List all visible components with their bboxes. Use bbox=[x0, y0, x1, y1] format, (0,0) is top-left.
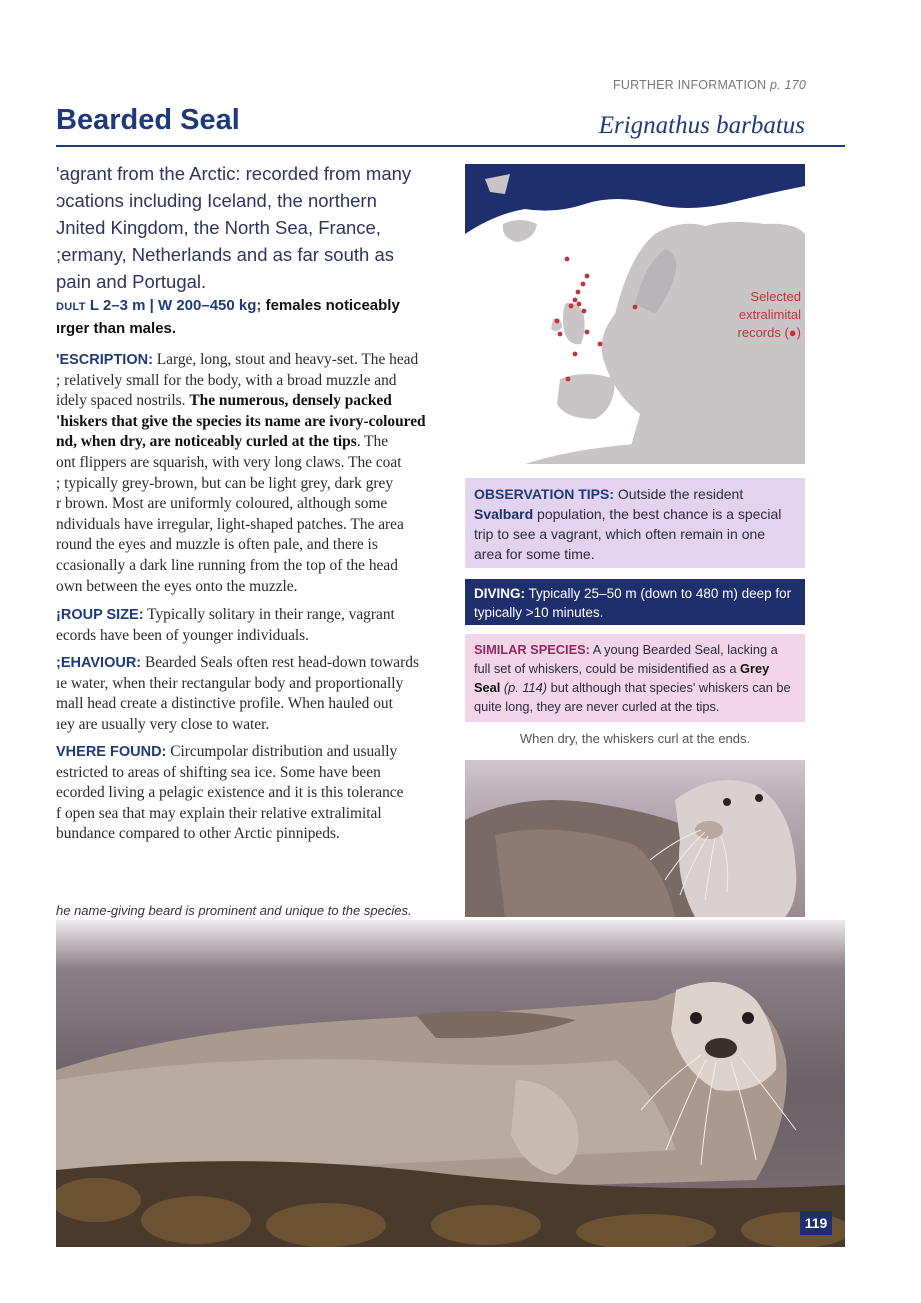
where-text: f open sea that may explain their relative extralimital bbox=[56, 804, 382, 822]
behaviour-text: Bearded Seals often rest head-down towards bbox=[145, 654, 419, 671]
description-text: ndividuals have irregular, light-shaped patches. The area bbox=[56, 515, 404, 533]
record-point bbox=[598, 342, 603, 347]
size-note: females noticeably bbox=[265, 297, 400, 314]
record-point bbox=[577, 302, 582, 307]
map-legend-line: records (●) bbox=[737, 325, 801, 340]
size-note-line2: ırger than males. bbox=[56, 320, 177, 337]
record-point bbox=[565, 257, 570, 262]
behaviour-text: mall head create a distinctive profile. When hauled out bbox=[56, 695, 393, 713]
where-text: ecorded living a pelagic existence and it is this tolerance bbox=[56, 784, 404, 802]
diving-text: Typically 25–50 m (down to 480 m) deep for typically >10 minutes. bbox=[474, 586, 792, 620]
intro-line: ɔcations including Iceland, the northern bbox=[56, 190, 377, 211]
adult-label: DULT bbox=[56, 301, 86, 313]
title-divider bbox=[56, 145, 845, 147]
description-text: idely spaced nostrils. bbox=[56, 392, 186, 410]
group-text: ecords have been of younger individuals. bbox=[56, 626, 310, 644]
record-point bbox=[555, 319, 560, 324]
where-text: bundance compared to other Arctic pinnipeds. bbox=[56, 825, 340, 843]
similar-species-heading: SIMILAR SPECIES: bbox=[474, 642, 590, 657]
record-point bbox=[576, 290, 581, 295]
further-information-ref bbox=[560, 78, 806, 92]
map-legend-line: extralimital bbox=[738, 307, 801, 322]
seal-closeup-graphic bbox=[465, 760, 805, 917]
description-bold: The numerous, densely packed bbox=[189, 392, 392, 410]
description-section bbox=[56, 350, 454, 597]
group-size-section bbox=[56, 605, 454, 646]
description-text: ccasionally a dark line running from the top of the head bbox=[56, 556, 398, 574]
description-text: ; relatively small for the body, with a broad muzzle and bbox=[56, 371, 397, 389]
record-point bbox=[569, 304, 574, 309]
distribution-map bbox=[465, 164, 805, 464]
photo-caption-main: he name-giving beard is prominent and unique to the species. bbox=[56, 903, 412, 918]
intro-paragraph bbox=[56, 160, 448, 295]
diving-box bbox=[465, 579, 805, 625]
description-text: ont flippers are squarish, with very long claws. The coat bbox=[56, 453, 402, 471]
where-text: estricted to areas of shifting sea ice. Some have been bbox=[56, 763, 381, 781]
description-text: ; typically grey-brown, but can be light grey, dark grey bbox=[56, 474, 394, 492]
size-measure: L 2–3 m | W 200–450 kg; bbox=[89, 297, 262, 314]
record-point bbox=[573, 352, 578, 357]
map-legend-line: Selected bbox=[750, 289, 801, 304]
description-bold: 'hiskers that give the species its name are ivory-coloured bbox=[56, 412, 426, 430]
similar-text: but although that species' whiskers can be quite long, they are never curled at the tips. bbox=[474, 680, 791, 714]
description-text: own between the eyes onto the muzzle. bbox=[56, 577, 298, 595]
intro-line: pain and Portugal. bbox=[56, 271, 207, 292]
record-point bbox=[585, 274, 590, 279]
group-heading-prefix: ¡ bbox=[56, 607, 61, 623]
behaviour-heading-prefix: ; bbox=[56, 655, 61, 671]
description-heading: ESCRIPTION: bbox=[59, 352, 153, 368]
intro-line: 'agrant from the Arctic: recorded from many bbox=[56, 163, 412, 184]
record-point bbox=[582, 309, 587, 314]
further-info-label: FURTHER INFORMATION bbox=[613, 78, 767, 92]
similar-text: A young Bearded Seal, lacking a full set of whiskers, could be misidentified as a bbox=[474, 642, 778, 676]
further-info-page[interactable]: p. 170 bbox=[770, 78, 806, 92]
page-number: 119 bbox=[800, 1211, 832, 1235]
group-text: Typically solitary in their range, vagrant bbox=[147, 606, 395, 623]
record-point bbox=[585, 330, 590, 335]
record-point bbox=[558, 332, 563, 337]
intro-line: Jnited Kingdom, the North Sea, France, bbox=[56, 217, 381, 238]
seal-main-photo bbox=[56, 920, 845, 1247]
behaviour-section bbox=[56, 653, 454, 735]
behaviour-heading: EHAVIOUR: bbox=[60, 655, 142, 671]
similar-bold: Grey Seal bbox=[474, 661, 770, 695]
description-text: round the eyes and muzzle is often pale, and there is bbox=[56, 536, 378, 554]
similar-species-box bbox=[465, 634, 805, 722]
record-point bbox=[566, 377, 571, 382]
where-text: Circumpolar distribution and usually bbox=[170, 743, 398, 760]
description-heading-prefix: ' bbox=[56, 352, 60, 368]
size-line bbox=[56, 295, 448, 339]
observation-text: population, the best chance is a special trip to see a vagrant, which often remain in one area for some time. bbox=[474, 506, 782, 562]
observation-text: Outside the resident bbox=[617, 486, 744, 502]
behaviour-text: ıe water, when their rectangular body and proportionally bbox=[56, 674, 404, 692]
where-found-section bbox=[56, 742, 454, 845]
behaviour-text: ıey are usually very close to water. bbox=[56, 715, 270, 733]
map-legend bbox=[738, 288, 801, 342]
seal-main-graphic bbox=[56, 920, 845, 1247]
observation-tips-box bbox=[465, 478, 805, 568]
seal-closeup-photo bbox=[465, 760, 805, 917]
where-found-heading: VHERE FOUND: bbox=[56, 744, 167, 760]
observation-tips-heading: OBSERVATION TIPS: bbox=[474, 486, 615, 502]
photo-caption-top: When dry, the whiskers curl at the ends. bbox=[519, 731, 751, 746]
observation-bold: Svalbard bbox=[474, 506, 534, 522]
intro-line: ;ermany, Netherlands and as far south as bbox=[56, 244, 394, 265]
group-size-heading: ROUP SIZE: bbox=[60, 607, 144, 623]
scientific-name: Erignathus barbatus bbox=[598, 112, 805, 139]
description-text: . The bbox=[356, 433, 389, 451]
description-bold: nd, when dry, are noticeably curled at the tips bbox=[56, 433, 357, 451]
description-text: r brown. Most are uniformly coloured, although some bbox=[56, 495, 388, 513]
record-point bbox=[573, 298, 578, 303]
description-text: Large, long, stout and heavy-set. The head bbox=[156, 351, 419, 368]
diving-heading: DIVING: bbox=[474, 586, 526, 601]
similar-page-ref[interactable]: (p. 114) bbox=[503, 680, 548, 695]
record-point bbox=[581, 282, 586, 287]
page-title: Bearded Seal bbox=[56, 104, 240, 136]
record-point bbox=[633, 305, 638, 310]
